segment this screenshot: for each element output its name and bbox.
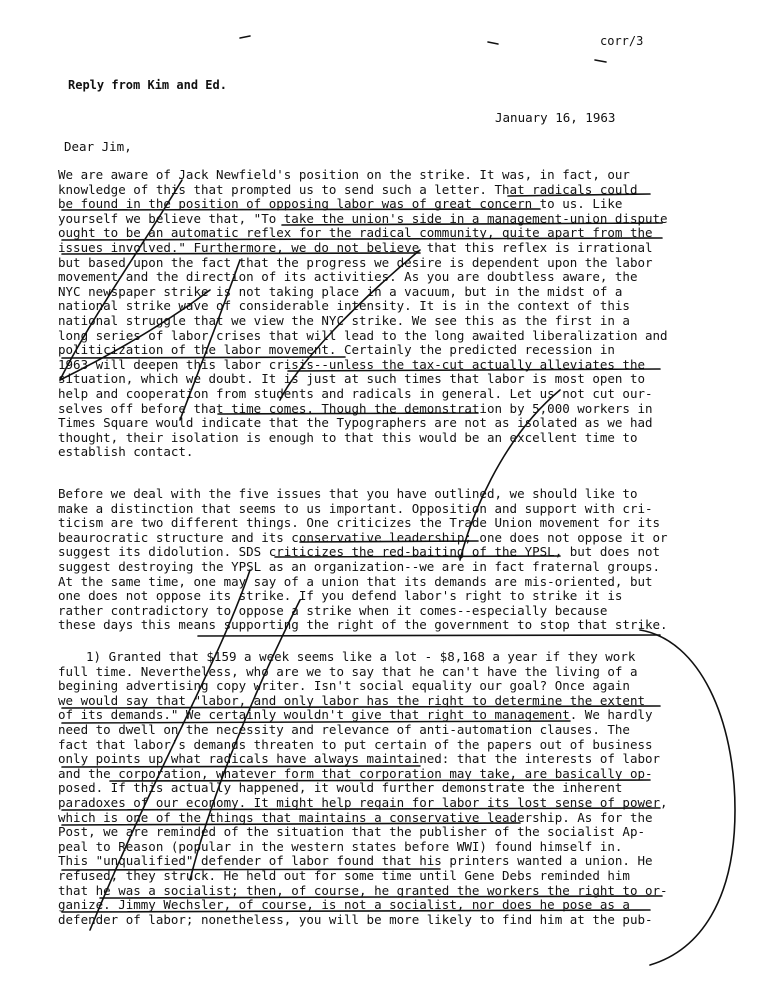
paragraph-newfield-position (58, 168, 668, 460)
body-line: Times Square would indicate that the Typographers are not as isolated as we had (58, 415, 653, 431)
body-line: we would say that "labor, and only labor has the right to determine the extent (58, 692, 645, 708)
salutation: Dear Jim, (64, 139, 132, 154)
body-line: refused, they struck. He held out for some time until Gene Debs reminded him (58, 867, 630, 883)
body-line: establish contact. (58, 444, 194, 460)
body-line: that he was a socialist; then, of course, he granted the workers the right to or- (58, 882, 668, 898)
body-line: national strike wave of considerable intensity. It is in the context of this (58, 298, 630, 314)
body-line: yourself we believe that, "To take the union's side in a management-union dispute (58, 210, 668, 226)
body-line: which is one of the things that maintains a conservative leadership. As for the (58, 809, 653, 825)
body-line: suggest its didolution. SDS criticizes the red-baiting of the YPSL, but does not (58, 544, 661, 560)
body-line: only points up what radicals have always maintained: that the interests of labor (58, 751, 661, 767)
letter-date: January 16, 1963 (495, 110, 616, 125)
body-line: these days this means supporting the right of the government to stop that strike. (58, 617, 668, 633)
body-line: long series of labor crises that will lead to the long awaited liberalization and (58, 327, 668, 343)
pen-mark (488, 42, 498, 44)
pen-mark (595, 60, 606, 62)
body-line: This "unqualified" defender of labor found that his printers wanted a union. He (58, 853, 653, 869)
underline-mark (198, 635, 660, 636)
body-line: knowledge of this that prompted us to send such a letter. That radicals could (58, 181, 638, 197)
correspondence-number: corr/3 (600, 34, 644, 48)
body-line: beaurocratic structure and its conservative leadership; one does not oppose it or (58, 529, 668, 545)
body-line: one does not oppose its strike. If you defend labor's right to strike it is (58, 588, 623, 604)
body-line: thought, their isolation is enough to that this would be an excellent time to (58, 429, 638, 445)
body-line: At the same time, one may say of a union that its demands are mis-oriented, but (58, 573, 653, 589)
body-line: Before we deal with the five issues that you have outlined, we should like to (58, 486, 638, 501)
body-line: rather contradictory to oppose a strike when it comes--especially because (58, 602, 608, 618)
body-line: suggest destroying the YPSL as an organization--we are in fact fraternal groups. (58, 558, 661, 574)
body-line: ganize. Jimmy Wechsler, of course, is not a socialist, nor does he pose as a (58, 897, 630, 913)
body-line: issues involved." Furthermore, we do not believe that this reflex is irrational (58, 239, 653, 255)
body-line: NYC newspaper strike is not taking place in a vacuum, but in the midst of a (58, 283, 623, 299)
pen-mark (240, 36, 250, 38)
body-line: begining advertising copy writer. Isn't social equality our goal? Once again (58, 678, 630, 694)
body-line: need to dwell on the necessity and relevance of anti-automation clauses. The (58, 721, 630, 737)
body-line: posed. If this actually happened, it would further demonstrate the inherent (58, 780, 623, 796)
body-line: We are aware of Jack Newfield's position on the strike. It was, in fact, our (58, 167, 630, 182)
body-line: situation, which we doubt. It is just at such times that labor is most open to (58, 371, 645, 387)
body-line: politicization of the labor movement. Certainly the predicted recession in (58, 342, 615, 358)
body-line: national struggle that we view the NYC strike. We see this as the first in a (58, 312, 630, 328)
body-line: but based upon the fact that the progress we desire is dependent upon the labor (58, 254, 653, 270)
body-line: full time. Nevertheless, who are we to say that he can't have the living of a (58, 663, 638, 679)
body-line: help and cooperation from students and radicals in general. Let us not cut our- (58, 385, 653, 401)
body-line: make a distinction that seems to us important. Opposition and support with cri- (58, 500, 653, 516)
body-line: selves off before that time comes. Though the demonstration by 5,000 workers in (58, 400, 653, 416)
paragraph-opposition-distinction (58, 487, 668, 633)
body-line: movement and the direction of its activities. As you are doubtless aware, the (58, 269, 638, 285)
body-line: paradoxes of our economy. It might help regain for labor its lost sense of power, (58, 794, 668, 810)
reply-heading: Reply from Kim and Ed. (68, 78, 227, 92)
body-line: 1) Granted that $159 a week seems like a lot - $8,168 a year if they work (86, 649, 636, 664)
body-line: 1963 will deepen this labor crisis--unless the tax-cut actually alleviates the (58, 356, 645, 372)
paragraph-issue-one (58, 650, 668, 927)
body-line: and the corporation, whatever form that corporation may take, are basically op- (58, 765, 653, 781)
body-line: fact that labor's demands threaten to put certain of the papers out of business (58, 736, 653, 752)
body-line: defender of labor; nonetheless, you will be more likely to find him at the pub- (58, 911, 653, 927)
body-line: Post, we are reminded of the situation that the publisher of the socialist Ap- (58, 824, 645, 840)
body-line: of its demands." We certainly wouldn't give that right to management. We hardly (58, 707, 653, 723)
body-line: ought to be an automatic reflex for the radical community, quite apart from the (58, 225, 653, 241)
body-line: peal to Reason (popular in the western states before WWI) found himself in. (58, 838, 623, 854)
body-line: be found in the position of opposing labor was of great concern to us. Like (58, 196, 623, 212)
body-line: ticism are two different things. One criticizes the Trade Union movement for its (58, 515, 661, 531)
